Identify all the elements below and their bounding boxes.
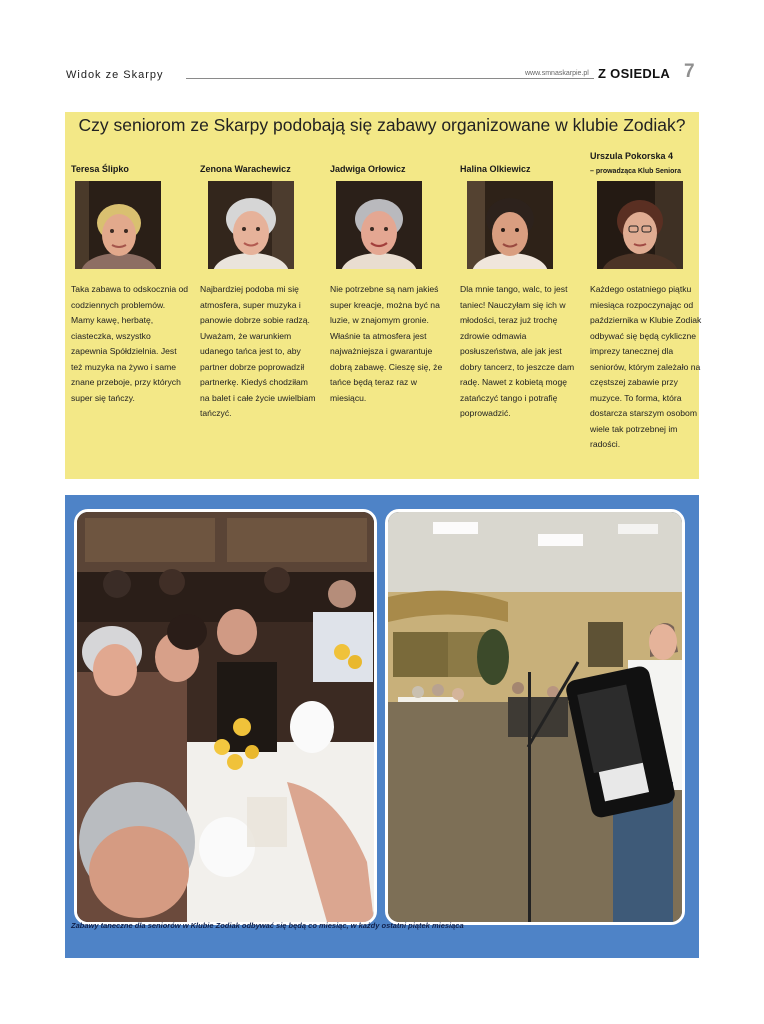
gallery-caption: Zabawy taneczne dla seniorów w Klubie Zodiak odbywać się będą co miesiąc, w każdy ostatni piątek miesiąca [71, 921, 464, 930]
dance-hall-photo [385, 509, 685, 925]
person-answer: Najbardziej podoba mi się atmosfera, super muzyka i panowie dobrze sobie radzą. Uważam, że warunkiem udanego tańca jest to, aby partner dobrze poprowadził partnerkę. Kiedyś chodziłam na balet i całe życie uwielbiam tańczyć. [200, 284, 316, 418]
person-answer: Każdego ostatniego piątku miesiąca rozpoczynając od października w Klubie Zodiak odbywać się będą cykliczne imprezy tanecznej dla seniorów, którym zależało na częstszej zabawie przy muzyce. To forma, która dostarcza starszym osobom wiele tak potrzebnej im radości. [590, 284, 702, 449]
person-name: Halina Olkiewicz [460, 164, 531, 174]
header-rule [186, 78, 594, 79]
magazine-title: Widok ze Skarpy [66, 69, 164, 81]
page-number: 7 [684, 61, 695, 82]
portrait-photo [208, 181, 294, 269]
portrait-photo [467, 181, 553, 269]
website-link[interactable]: www.smnaskarpie.pl [525, 70, 589, 77]
section-title: Z OSIEDLA [598, 66, 671, 81]
survey-box [65, 112, 702, 479]
person-answer: Nie potrzebne są nam jakieś super kreacje, można być na luzie, w znajomym gronie. Właśnie ta atmosfera jest najważniejsza i gwarantuje dobrą zabawę. Cieszę się, że tańce będą teraz raz w miesiącu. [330, 284, 443, 403]
person-name: Urszula Pokorska 4 [590, 151, 674, 161]
person-name-block [590, 148, 681, 180]
portrait-photo [336, 181, 422, 269]
person-role: – prowadząca Klub Seniora [590, 168, 682, 175]
page-header [0, 56, 764, 86]
survey-question: Czy seniorom ze Skarpy podobają się zabawy organizowane w klubie Zodiak? [78, 115, 686, 135]
person-answer: Dla mnie tango, walc, to jest taniec! Nauczyłam się ich w młodości, teraz już trochę zdrowie odmawia posłuszeństwa, ale jak jest dobry tancerz, to jeszcze dam radę. Nawet z kobietą mogę zatańczyć tango i potrafię poprowadzić. [460, 284, 575, 418]
portrait-photo [75, 181, 161, 269]
person-name: Teresa Ślipko [71, 164, 129, 174]
party-photo [74, 509, 377, 925]
person-answer: Taka zabawa to odskocznia od codziennych problemów. Mamy kawę, herbatę, ciasteczka, wszystko zapewnia Spółdzielnia. Jest też muzyka na żywo i same znane przeboje, przy których super się tańczy. [71, 284, 189, 403]
person-name: Jadwiga Orłowicz [330, 164, 406, 174]
person-name: Zenona Warachewicz [200, 164, 291, 174]
photo-gallery [65, 495, 699, 958]
portrait-photo [597, 181, 683, 269]
